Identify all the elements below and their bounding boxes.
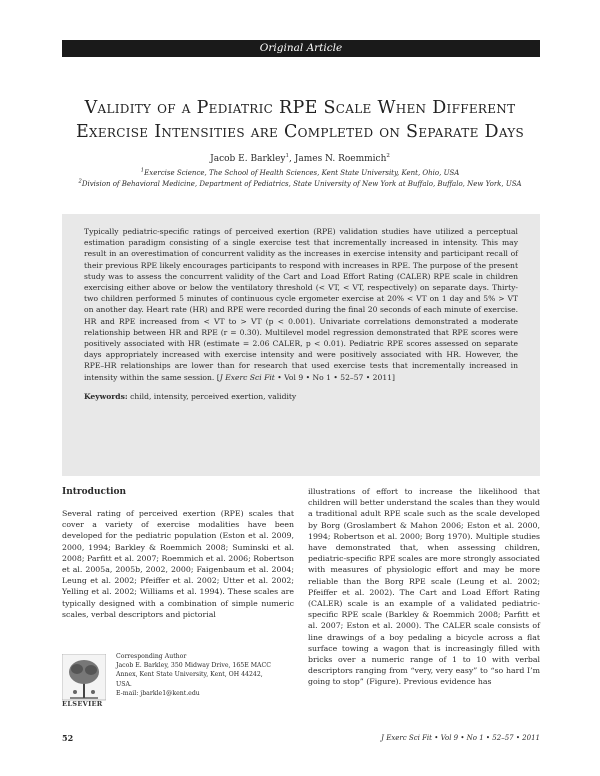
correspondence-email: E-mail: jbarkle1@kent.edu [116, 689, 200, 697]
article-type-banner [62, 40, 540, 57]
affiliation-list [40, 168, 560, 190]
affiliation-1-text: Exercise Science, The School of Health Sciences, Kent State University, Kent, Ohio, USA [144, 169, 460, 177]
author-1-affiliation-mark: 1 [285, 153, 289, 159]
body-column-right [308, 486, 540, 688]
author-separator: , [289, 154, 295, 164]
affiliation-1-mark: 1 [140, 167, 145, 174]
title-line-2: Exercise Intensities are Completed on Separate Days [75, 122, 525, 142]
author-1: Jacob E. Barkley [210, 154, 286, 164]
introduction-paragraph-left: Several rating of perceived exertion (RPE) scales that cover a variety of exercise modalities have been developed for the pediatric population (Eston et al. 2009, 2000, 1994; Barkley & Roemmich 2008; Suminski et al. 2008; Parfitt et al. 2007; Roemmich et al. 2006; Robertson et al. 2005a, 2005b, 2002, 2000; Faigenbaum et al. 2004; Leung et al. 2002; Pfeiffer et al. 2002; Utter et al. 2002; Yelling et al. 2002; Williams et al. 1994). These scales are typically designed with a combination of simple numeric scales, verbal descriptors and pictorial [62, 509, 294, 619]
publisher-name: ELSEVIER [62, 700, 103, 708]
author-2-affiliation-mark: 2 [386, 153, 390, 159]
affiliation-1 [40, 168, 560, 179]
abstract-body: Typically pediatric-specific ratings of perceived exertion (RPE) validation studies have utilized a perceptual estimation paradigm consisting of a single exercise test that incrementally increased in intensity. This may result in an overestimation of concurrent validity as the increases in exercise intensity and participant recall of their previous RPE likely encourages participants to respond with increases in RPE. The purpose of the present study was to assess the concurrent validity of the Cart and Load Effort Rating (CALER) RPE scale in children exercising either above or below the ventilatory threshold (< VT, < VT, respectively) on separate days. Thirty-two children performed 5 minutes of continuous cycle ergometer exercise at 20% < VT on 1 day and 5% > VT on another day. Heart rate (HR) and RPE were recorded during the final 20 seconds of each minute of exercise. HR and RPE increased from < VT to > VT (p < 0.001). Univariate correlations demonstrated a moderate relationship between HR and RPE (r = 0.30). Multilevel model regression demonstrated that RPE scores were positively associated with HR (estimate = 2.06 CALER, p < 0.01). Pediatric RPE scores assessed on separate days appropriately increased with exercise intensity and were positively associated with HR. However, the RPE–HR relationships are lower than for research that used exercise tests that incrementally increased in intensity within the same session. [ [84, 227, 518, 382]
correspondence-line-2: Annex, Kent State University, Kent, OH 44242, [116, 671, 263, 679]
article-title [40, 96, 560, 144]
title-line-1: Validity of a Pediatric RPE Scale When Different [84, 98, 516, 118]
affiliation-2-mark: 2 [78, 178, 82, 185]
footer-journal-reference: J Exerc Sci Fit • Vol 9 • No 1 • 52–57 • 2011 [381, 734, 540, 742]
author-2: James N. Roemmich [294, 154, 387, 164]
author-list [40, 153, 560, 165]
introduction-paragraph-right: illustrations of effort to increase the likelihood that children will better understand the scales than they would a traditional adult RPE scale such as the scale developed by Borg (Groslambert & Mahon 2006; Eston et al. 2000, 1994; Robertson et al. 2000; Borg 1970). Multiple studies have demonstrated that, when assessing children, pediatric-specific RPE scales are more strongly associated with measures of physiologic effort and may be more reliable than the Borg RPE scale (Leung et al. 2002; Pfeiffer et al. 2002). The Cart and Load Effort Rating (CALER) scale is an example of a validated pediatric-specific RPE scale (Barkley & Roemmich 2008; Parfitt et al. 2007; Eston et al. 2000). The CALER scale consists of line drawings of a boy pedaling a bicycle across a flat surface towing a wagon that is increasingly filled with bricks over a numeric range of 1 to 10 with verbal descriptors ranging from “very, very easy” to “so hard I’m going to stop” (Figure). Previous evidence has [308, 487, 540, 687]
abstract-box [62, 214, 540, 476]
keywords-text: child, intensity, perceived exertion, validity [127, 391, 297, 401]
keywords-label: Keywords: [84, 391, 128, 401]
correspondence-footnote [62, 652, 294, 710]
abstract-citation-journal: J Exerc Sci Fit [219, 372, 275, 382]
section-heading-introduction: Introduction [62, 487, 127, 497]
body-column-left [62, 486, 294, 620]
page-number: 52 [62, 733, 74, 743]
affiliation-2 [40, 179, 560, 190]
correspondence-details [116, 652, 296, 698]
correspondence-line-3: USA. [116, 680, 132, 688]
correspondence-title: Corresponding Author [116, 653, 187, 660]
abstract-citation-details: • Vol 9 • No 1 • 52–57 • 2011] [274, 372, 395, 382]
affiliation-2-text: Division of Behavioral Medicine, Department of Pediatrics, State University of New York at Buffalo, Buffalo, New York, USA [81, 180, 522, 188]
abstract-text [84, 226, 518, 383]
keywords [84, 391, 518, 402]
correspondence-line-1: Jacob E. Barkley, 350 Midway Drive, 165E MACC [116, 662, 271, 670]
article-type-label: Original Article [259, 42, 343, 54]
